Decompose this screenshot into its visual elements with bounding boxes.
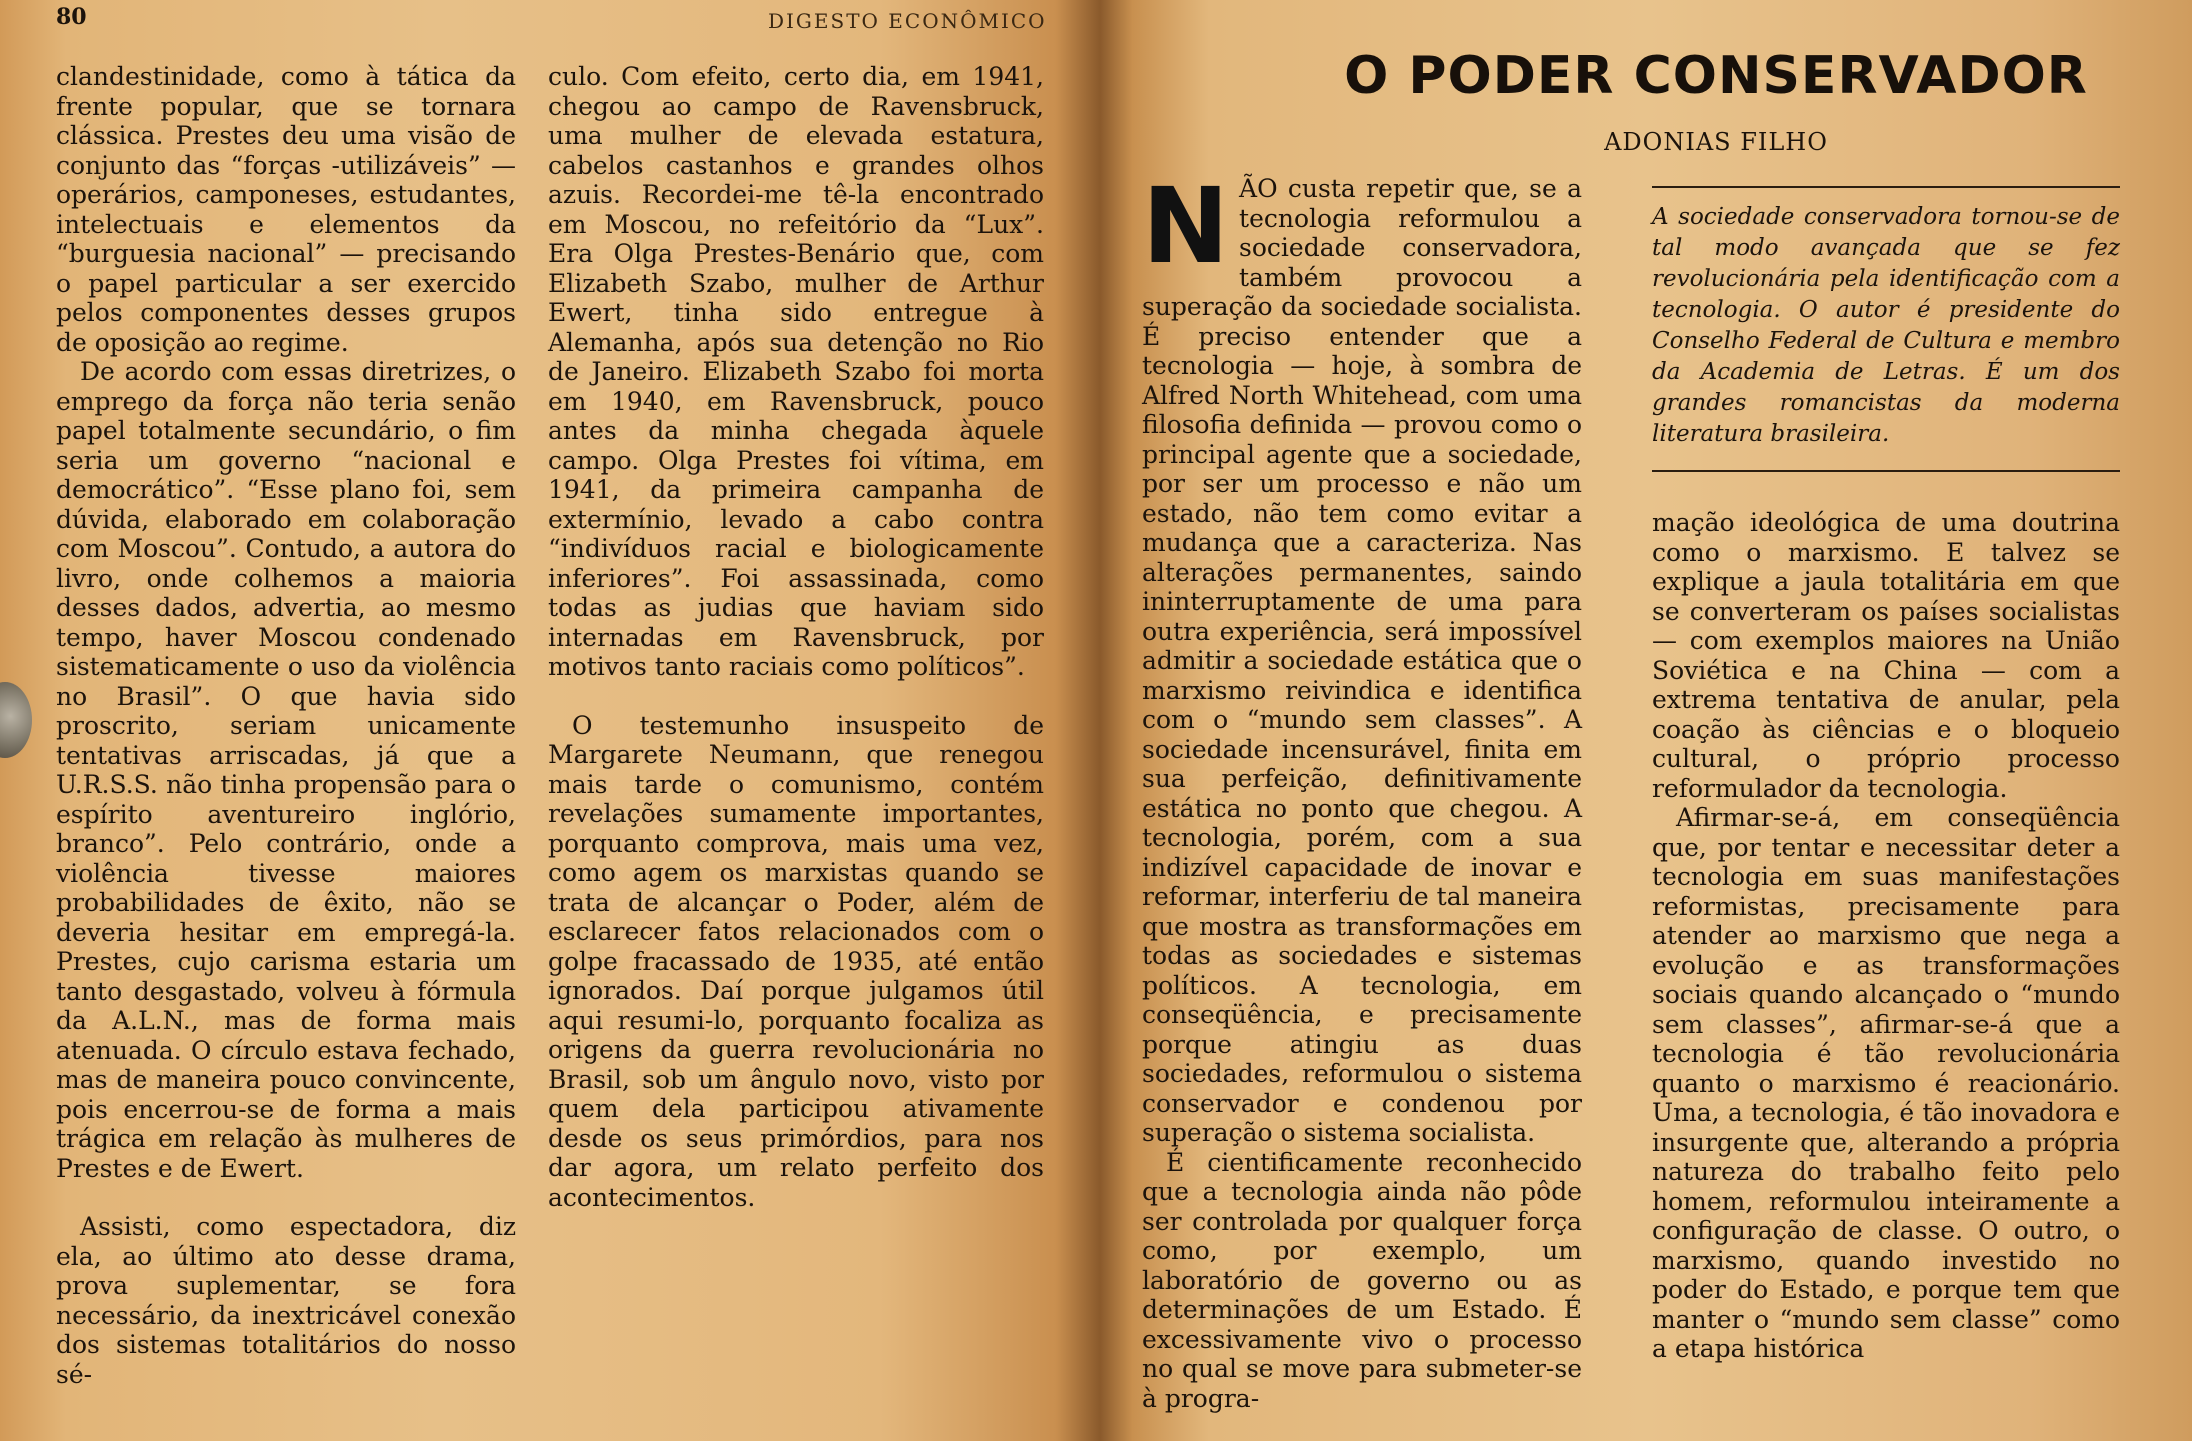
right-column-1 <box>1142 165 1582 1413</box>
paragraph: É cientificamente reconhecido que a tecnologia ainda não pôde ser controlada por qualquer força como, por exemplo, um laboratório de governo ou as determinações de um Estado. É excessivamente vivo o processo no qual se move para submeter-se à progra- <box>1142 1147 1582 1413</box>
article-title: O PODER CONSERVADOR <box>1344 46 2088 106</box>
drop-cap: N <box>1142 165 1230 287</box>
paragraph: O testemunho insuspeito de Margarete Neumann, que renegou mais tarde o comunismo, contém revelações sumamente importantes, porquanto comprova, mais uma vez, como agem os marxistas quando se trata de alcançar o Poder, além de esclarecer fatos relacionados com o golpe fracassado de 1935, até então ignorados. Daí porque julgamos útil aqui resumi-lo, porquanto focaliza as origens da guerra revolucionária no Brasil, sob um ângulo novo, visto por quem dela participou ativamente desde os seus primórdios, para nos dar agora, um relato perfeito dos acontecimentos. <box>548 710 1044 1212</box>
paragraph: clandestinidade, como à tática da frente popular, que se tornara clássica. Prestes deu uma visão de conjunto das “forças -utilizáveis” — operários, camponeses, estudantes, intelectuais e elementos da “burguesia nacional” — precisando o papel particular a ser exercido pelos componentes desses grupos de oposição ao regime. <box>56 62 516 357</box>
left-column-2 <box>548 62 1044 1212</box>
paragraph: De acordo com essas diretrizes, o emprego da força não teria senão papel totalmente secundário, o fim seria um governo “nacional e democrático”. “Esse plano foi, sem dúvida, elaborado em colaboração com Moscou”. Contudo, a autora do livro, onde colhemos a maioria desses dados, advertia, ao mesmo tempo, haver Moscou condenado sistematicamente o uso da violência no Brasil”. O que havia sido proscrito, seriam unicamente tentativas arriscadas, já que a U.R.S.S. não tinha propensão para o espírito aventureiro inglório, branco”. Pelo contrário, onde a violência tivesse maiores probabilidades de êxito, não se deveria hesitar em empregá-la. Prestes, cujo carisma estaria um tanto desgastado, volveu à fórmula da A.L.N., mas de forma mais atenuada. O círculo estava fechado, mas de maneira pouco convincente, pois encerrou-se de forma a mais trágica em relação às mulheres de Prestes e de Ewert. <box>56 357 516 1183</box>
paragraph <box>1142 165 1582 1148</box>
article-abstract: A sociedade conservadora tornou-se de tal modo avançada que se fez revolucionária pela identificação com a tecnologia. O autor é presidente do Conselho Federal de Cultura e membro da Academia de Letras. É um dos grandes romancistas da moderna literatura brasileira. <box>1652 186 2120 472</box>
paragraph-text: ÃO custa repetir que, se a tecnologia reformulou a sociedade conservadora, também provocou a superação da sociedade socialista. É preciso entender que a tecnologia — hoje, à sombra de Alfred North Whitehead, com uma filosofia definida — provou como o principal agente que a sociedade, por ser um processo e não um estado, não tem como evitar a mudança que a caracteriza. Nas alterações permanentes, saindo ininterruptamente de uma para outra experiência, será impossível admitir a sociedade estática que o marxismo reivindica e identifica com o “mundo sem classes”. A sociedade incensurável, finita em sua perfeição, definitivamente estática no ponto que chegou. A tecnologia, porém, com a sua indizível capacidade de inovar e reformar, interferiu de tal maneira que mostra as transformações em todas as sociedades e sistemas políticos. A tecnologia, em conseqüência, e precisamente porque atingiu as duas sociedades, reformulou o sistema conservador e condenou por superação o sistema socialista. <box>1142 174 1582 1147</box>
running-head: DIGESTO ECONÔMICO <box>768 9 1047 33</box>
left-column-1 <box>56 62 516 1389</box>
paragraph: mação ideológica de uma doutrina como o marxismo. E talvez se explique a jaula totalitária em que se converteram os países socialistas — com exemplos maiores na União Soviética e na China — com a extrema tentativa de anular, pela coação às ciências e o bloqueio cultural, o próprio processo reformulador da tecnologia. <box>1652 508 2120 803</box>
paragraph: Assisti, como espectadora, diz ela, ao último ato desse drama, prova suplementar, se fora necessário, da inextricável conexão dos sistemas totalitários do nosso sé- <box>56 1212 516 1389</box>
paragraph: culo. Com efeito, certo dia, em 1941, chegou ao campo de Ravensbruck, uma mulher de elevada estatura, cabelos castanhos e grandes olhos azuis. Recordei-me tê-la encontrado em Moscou, no refeitório da “Lux”. Era Olga Prestes-Benário que, com Elizabeth Szabo, mulher de Arthur Ewert, tinha sido entregue à Alemanha, após sua detenção no Rio de Janeiro. Elizabeth Szabo foi morta em 1940, em Ravensbruck, pouco antes da minha chegada àquele campo. Olga Prestes foi vítima, em 1941, da primeira campanha de extermínio, levado a cabo contra “indivíduos racial e biologicamente inferiores”. Foi assassinada, como todas as judias que haviam sido internadas em Ravensbruck, por motivos tanto raciais como políticos”. <box>548 62 1044 681</box>
page-number: 80 <box>56 4 87 30</box>
paragraph: Afirmar-se-á, em conseqüência que, por tentar e necessitar deter a tecnologia em suas manifestações reformistas, precisamente para atender ao marxismo que nega a evolução e as transformações sociais quando alcançado o “mundo sem classes”, afirmar-se-á que a tecnologia é tão revolucionária quanto o marxismo é reacionário. Uma, a tecnologia, é tão inovadora e insurgente que, alterando a própria natureza do trabalho feito pelo homem, reformulou inteiramente a configuração de classe. O outro, o marxismo, quando investido no poder do Estado, e porque tem que manter o “mundo sem classe” como a etapa histórica <box>1652 803 2120 1363</box>
article-author: ADONIAS FILHO <box>1604 128 1828 156</box>
right-column-2 <box>1652 508 2120 1364</box>
right-page <box>1100 0 2192 1441</box>
binding-hole <box>0 682 32 758</box>
